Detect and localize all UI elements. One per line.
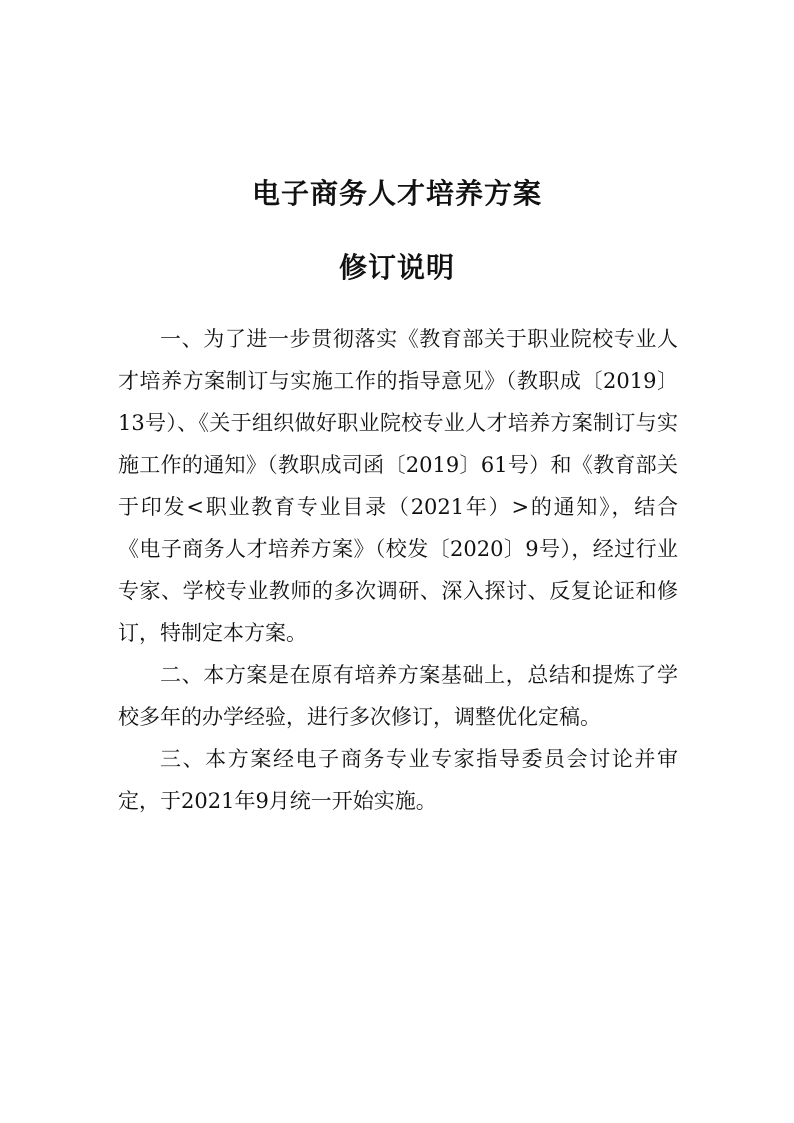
document-title: 电子商务人才培养方案 — [251, 177, 542, 210]
paragraph-1: 一、为了进一步贯彻落实《教育部关于职业院校专业人才培养方案制订与实施工作的指导意见》（教职成〔2019〕13号）、《关于组织做好职业院校专业人才培养方案制订与实施工作的通知》（教职成司函〔2019〕61号）和《教育部关于印发<职业教育专业目录（2021年）>的通知》，结合《电子商务人才培养方案》（校发〔2020〕9号），经过行业专家、学校专业教师的多次调研、深入探讨、反复论证和修订，特制定本方案。 — [118, 327, 678, 645]
paragraph-3: 三、本方案经电子商务专业专家指导委员会讨论并审定，于2021年9月统一开始实施。 — [118, 747, 678, 813]
paragraph-2: 二、本方案是在原有培养方案基础上，总结和提炼了学校多年的办学经验，进行多次修订，调整优化定稿。 — [118, 663, 678, 729]
document-subtitle: 修订说明 — [338, 251, 455, 284]
document-body — [118, 318, 678, 822]
